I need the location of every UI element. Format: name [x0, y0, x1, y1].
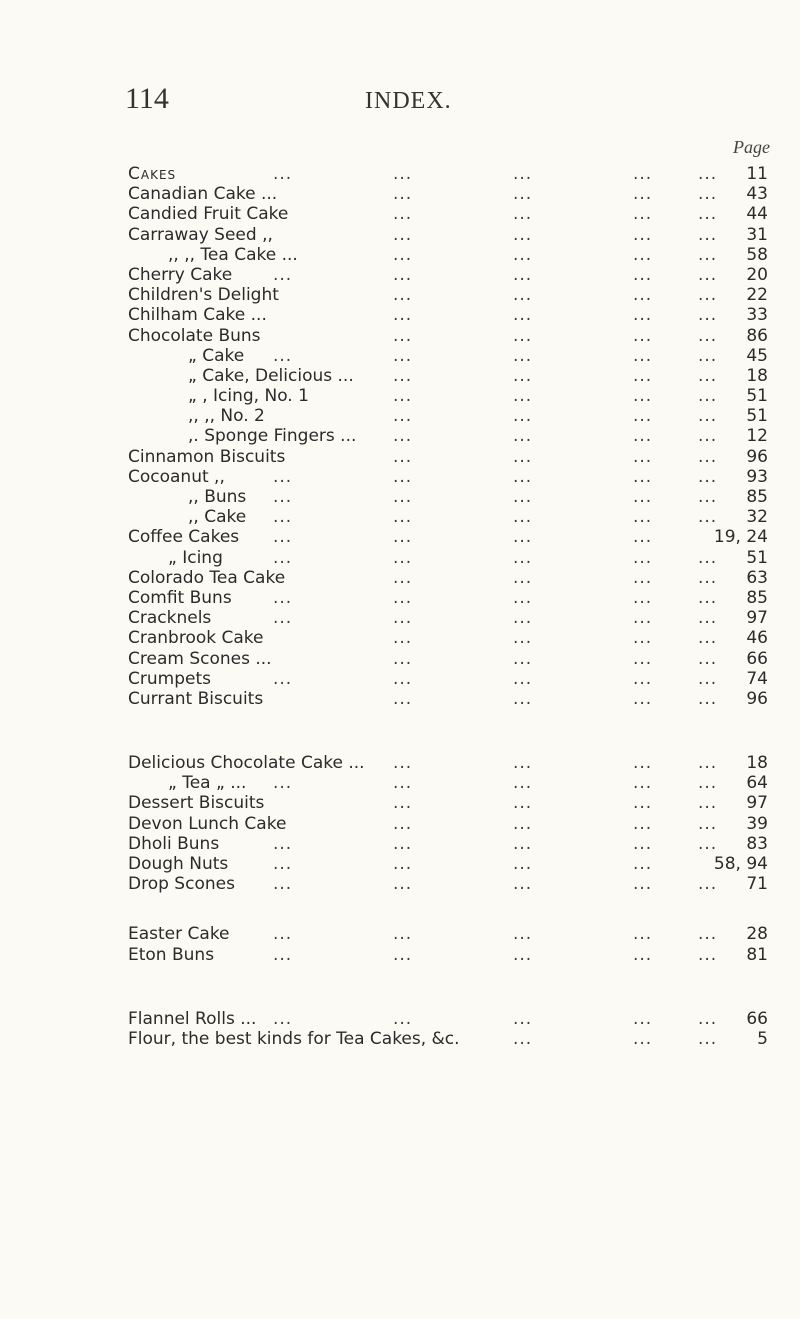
dot-leader: ... — [393, 426, 413, 447]
entry-page: 18 — [746, 753, 768, 774]
entry-page: 81 — [746, 944, 768, 965]
index-entry — [128, 245, 768, 265]
dot-leader: ... — [698, 365, 718, 386]
entry-page: 97 — [746, 608, 768, 629]
dot-leader: ... — [393, 813, 413, 834]
entry-label: Candied Fruit Cake — [128, 204, 289, 225]
entry-page: 20 — [746, 264, 768, 285]
index-entry — [128, 527, 768, 547]
dot-leader: ... — [273, 527, 293, 548]
dot-leader: ... — [633, 224, 653, 245]
dot-leader: ... — [698, 507, 718, 528]
dot-leader: ... — [633, 854, 653, 874]
dot-leader: ... — [633, 305, 653, 326]
dot-leader: ... — [273, 944, 293, 965]
dot-leader: ... — [273, 547, 293, 568]
index-entry — [128, 386, 768, 406]
dot-leader: ... — [633, 1028, 653, 1049]
dot-leader: ... — [633, 204, 653, 225]
dot-leader: ... — [393, 164, 413, 184]
index-entry — [128, 487, 768, 507]
entry-label: ,, ,, Tea Cake ... — [168, 244, 298, 265]
entry-label: „ Icing — [168, 547, 223, 568]
dot-leader: ... — [393, 527, 413, 548]
index-entry — [128, 346, 768, 366]
index-entry — [128, 924, 768, 944]
dot-leader: ... — [633, 164, 653, 184]
entry-page: 97 — [746, 793, 768, 814]
dot-leader: ... — [393, 608, 413, 629]
dot-leader: ... — [698, 648, 718, 669]
entry-label: „ Cake — [188, 345, 245, 366]
dot-leader: ... — [698, 305, 718, 326]
dot-leader: ... — [698, 793, 718, 814]
index-entry — [128, 285, 768, 305]
dot-leader: ... — [513, 587, 533, 608]
dot-leader: ... — [513, 668, 533, 689]
dot-leader: ... — [393, 854, 413, 874]
dot-leader: ... — [393, 924, 413, 945]
dot-leader: ... — [633, 874, 653, 895]
index-entry — [128, 669, 768, 689]
dot-leader: ... — [513, 264, 533, 285]
dot-leader: ... — [273, 587, 293, 608]
index-entry — [128, 793, 768, 813]
dot-leader: ... — [633, 184, 653, 205]
entry-label: Comfit Buns — [128, 587, 232, 608]
dot-leader: ... — [698, 587, 718, 608]
dot-leader: ... — [273, 608, 293, 629]
dot-leader: ... — [698, 1028, 718, 1049]
dot-leader: ... — [633, 793, 653, 814]
entry-page: 46 — [746, 628, 768, 649]
dot-leader: ... — [513, 608, 533, 629]
dot-leader: ... — [633, 406, 653, 427]
dot-leader: ... — [513, 386, 533, 407]
dot-leader: ... — [698, 426, 718, 447]
dot-leader: ... — [633, 924, 653, 945]
entry-page: 18 — [746, 365, 768, 386]
dot-leader: ... — [698, 446, 718, 467]
dot-leader: ... — [393, 365, 413, 386]
dot-leader: ... — [513, 487, 533, 507]
dot-leader: ... — [513, 244, 533, 265]
dot-leader: ... — [513, 305, 533, 326]
dot-leader: ... — [513, 833, 533, 854]
dot-leader: ... — [633, 487, 653, 507]
dot-leader: ... — [698, 833, 718, 854]
entry-page: 71 — [746, 874, 768, 895]
dot-leader: ... — [633, 466, 653, 487]
dot-leader: ... — [393, 773, 413, 794]
dot-leader: ... — [633, 386, 653, 407]
index-entry — [128, 406, 768, 426]
index-entry — [128, 305, 768, 325]
entry-label: Colorado Tea Cake — [128, 567, 286, 588]
dot-leader: ... — [513, 874, 533, 895]
dot-leader: ... — [393, 793, 413, 814]
dot-leader: ... — [633, 244, 653, 265]
entry-page: 93 — [746, 466, 768, 487]
dot-leader: ... — [698, 487, 718, 507]
entry-page: 64 — [746, 773, 768, 794]
dot-leader: ... — [633, 688, 653, 709]
entry-label: Dough Nuts — [128, 854, 229, 874]
dot-leader: ... — [393, 587, 413, 608]
dot-leader: ... — [273, 466, 293, 487]
dot-leader: ... — [513, 345, 533, 366]
dot-leader: ... — [513, 773, 533, 794]
index-entry — [128, 773, 768, 793]
entry-page: 66 — [746, 648, 768, 669]
dot-leader: ... — [513, 164, 533, 184]
entry-label: Dholi Buns — [128, 833, 220, 854]
index-entry — [128, 689, 768, 709]
dot-leader: ... — [393, 345, 413, 366]
entry-page: 85 — [746, 587, 768, 608]
entry-page: 39 — [746, 813, 768, 834]
dot-leader: ... — [513, 793, 533, 814]
dot-leader: ... — [698, 608, 718, 629]
entry-page: 51 — [746, 406, 768, 427]
dot-leader: ... — [513, 567, 533, 588]
dot-leader: ... — [698, 874, 718, 895]
dot-leader: ... — [393, 547, 413, 568]
entry-page: 58 — [746, 244, 768, 265]
entry-label: Coffee Cakes — [128, 527, 240, 548]
dot-leader: ... — [698, 386, 718, 407]
page-title: INDEX. — [365, 88, 452, 114]
dot-leader: ... — [633, 426, 653, 447]
entry-label: ,, Cake — [188, 507, 247, 528]
dot-leader: ... — [513, 325, 533, 346]
dot-leader: ... — [633, 668, 653, 689]
dot-leader: ... — [633, 547, 653, 568]
dot-leader: ... — [513, 466, 533, 487]
entry-label: Flannel Rolls ... — [128, 1008, 257, 1029]
entry-label: „ Cake, Delicious ... — [188, 365, 354, 386]
dot-leader: ... — [273, 164, 293, 184]
dot-leader: ... — [513, 854, 533, 874]
entry-page: 12 — [746, 426, 768, 447]
dot-leader: ... — [633, 628, 653, 649]
dot-leader: ... — [633, 1008, 653, 1029]
entry-label: Canadian Cake ... — [128, 184, 278, 205]
dot-leader: ... — [633, 345, 653, 366]
entry-page: 44 — [746, 204, 768, 225]
dot-leader: ... — [633, 773, 653, 794]
dot-leader: ... — [513, 224, 533, 245]
entry-label: Flour, the best kinds for Tea Cakes, &c. — [128, 1028, 460, 1049]
dot-leader: ... — [698, 224, 718, 245]
entry-label: Children's Delight — [128, 285, 279, 306]
dot-leader: ... — [633, 813, 653, 834]
dot-leader: ... — [698, 345, 718, 366]
dot-leader: ... — [698, 325, 718, 346]
entry-label: Easter Cake — [128, 924, 230, 945]
dot-leader: ... — [273, 874, 293, 895]
dot-leader: ... — [393, 648, 413, 669]
dot-leader: ... — [273, 833, 293, 854]
entry-page: 83 — [746, 833, 768, 854]
dot-leader: ... — [393, 833, 413, 854]
index-entry — [128, 204, 768, 224]
dot-leader: ... — [393, 668, 413, 689]
entry-label: Chilham Cake ... — [128, 305, 267, 326]
entry-page: 5 — [757, 1028, 768, 1049]
entry-page: 96 — [746, 688, 768, 709]
dot-leader: ... — [513, 365, 533, 386]
entry-label: Cherry Cake — [128, 264, 233, 285]
dot-leader: ... — [393, 305, 413, 326]
dot-leader: ... — [273, 487, 293, 507]
dot-leader: ... — [698, 813, 718, 834]
entry-page: 45 — [746, 345, 768, 366]
dot-leader: ... — [393, 874, 413, 895]
index-entry — [128, 426, 768, 446]
dot-leader: ... — [393, 944, 413, 965]
index-entry — [128, 467, 768, 487]
dot-leader: ... — [393, 386, 413, 407]
dot-leader: ... — [273, 924, 293, 945]
dot-leader: ... — [698, 668, 718, 689]
dot-leader: ... — [513, 527, 533, 548]
dot-leader: ... — [513, 547, 533, 568]
dot-leader: ... — [393, 567, 413, 588]
dot-leader: ... — [513, 628, 533, 649]
index-entry — [128, 814, 768, 834]
dot-leader: ... — [273, 507, 293, 528]
dot-leader: ... — [393, 244, 413, 265]
dot-leader: ... — [393, 406, 413, 427]
index-entry — [128, 834, 768, 854]
entry-label: Cakes — [128, 164, 177, 184]
dot-leader: ... — [513, 285, 533, 306]
index-entry — [128, 447, 768, 467]
dot-leader: ... — [698, 406, 718, 427]
index-entry — [128, 753, 768, 773]
dot-leader: ... — [698, 924, 718, 945]
entry-page: 74 — [746, 668, 768, 689]
dot-leader: ... — [698, 164, 718, 184]
dot-leader: ... — [393, 325, 413, 346]
entry-page: 51 — [746, 386, 768, 407]
dot-leader: ... — [273, 854, 293, 874]
entry-page: 63 — [746, 567, 768, 588]
index-entry — [128, 225, 768, 245]
entry-label: Carraway Seed ,, — [128, 224, 273, 245]
dot-leader: ... — [513, 184, 533, 205]
dot-leader: ... — [633, 446, 653, 467]
dot-leader: ... — [393, 753, 413, 774]
dot-leader: ... — [513, 426, 533, 447]
entry-label: Currant Biscuits — [128, 688, 264, 709]
index-entry — [128, 568, 768, 588]
dot-leader: ... — [633, 608, 653, 629]
dot-leader: ... — [513, 813, 533, 834]
dot-leader: ... — [698, 547, 718, 568]
index-entry — [128, 588, 768, 608]
dot-leader: ... — [633, 285, 653, 306]
dot-leader: ... — [633, 833, 653, 854]
entry-page: 31 — [746, 224, 768, 245]
dot-leader: ... — [633, 527, 653, 548]
entry-page: 22 — [746, 285, 768, 306]
dot-leader: ... — [698, 944, 718, 965]
entry-page: 28 — [746, 924, 768, 945]
dot-leader: ... — [513, 753, 533, 774]
dot-leader: ... — [513, 688, 533, 709]
entry-label: Chocolate Buns — [128, 325, 261, 346]
dot-leader: ... — [513, 924, 533, 945]
dot-leader: ... — [698, 773, 718, 794]
dot-leader: ... — [633, 753, 653, 774]
dot-leader: ... — [513, 507, 533, 528]
dot-leader: ... — [393, 688, 413, 709]
entry-label: Dessert Biscuits — [128, 793, 265, 814]
entry-page: 19, 24 — [713, 527, 768, 548]
dot-leader: ... — [698, 628, 718, 649]
index-list — [128, 164, 768, 1049]
index-entry — [128, 945, 768, 965]
dot-leader: ... — [393, 446, 413, 467]
dot-leader: ... — [393, 285, 413, 306]
dot-leader: ... — [513, 406, 533, 427]
index-entry — [128, 507, 768, 527]
page-column-header: Page — [733, 137, 770, 157]
dot-leader: ... — [273, 773, 293, 794]
dot-leader: ... — [633, 944, 653, 965]
entry-page: 51 — [746, 547, 768, 568]
entry-label: Cream Scones ... — [128, 648, 272, 669]
dot-leader: ... — [633, 587, 653, 608]
dot-leader: ... — [698, 244, 718, 265]
dot-leader: ... — [698, 753, 718, 774]
dot-leader: ... — [698, 567, 718, 588]
entry-label: Cracknels — [128, 608, 212, 629]
entry-page: 96 — [746, 446, 768, 467]
entry-label: „ Tea „ ... — [168, 773, 247, 794]
dot-leader: ... — [698, 184, 718, 205]
entry-page: 33 — [746, 305, 768, 326]
entry-label: Cocoanut ,, — [128, 466, 225, 487]
dot-leader: ... — [513, 1008, 533, 1029]
index-entry — [128, 854, 768, 874]
index-entry — [128, 265, 768, 285]
entry-page: 11 — [746, 164, 768, 184]
dot-leader: ... — [698, 204, 718, 225]
entry-page: 32 — [746, 507, 768, 528]
dot-leader: ... — [393, 1008, 413, 1029]
dot-leader: ... — [273, 345, 293, 366]
entry-page: 58, 94 — [713, 854, 768, 874]
dot-leader: ... — [513, 1028, 533, 1049]
dot-leader: ... — [393, 184, 413, 205]
dot-leader: ... — [393, 466, 413, 487]
dot-leader: ... — [393, 487, 413, 507]
index-entry — [128, 649, 768, 669]
index-entry — [128, 1029, 768, 1049]
entry-label: ,, Buns — [188, 487, 247, 507]
dot-leader: ... — [633, 567, 653, 588]
index-entry — [128, 326, 768, 346]
entry-page: 66 — [746, 1008, 768, 1029]
entry-label: Cranbrook Cake — [128, 628, 264, 649]
entry-label: Devon Lunch Cake — [128, 813, 287, 834]
entry-label: „ , Icing, No. 1 — [188, 386, 309, 407]
index-entry — [128, 874, 768, 894]
entry-label: Delicious Chocolate Cake ... — [128, 753, 365, 774]
dot-leader: ... — [513, 944, 533, 965]
dot-leader: ... — [698, 688, 718, 709]
dot-leader: ... — [633, 365, 653, 386]
dot-leader: ... — [513, 446, 533, 467]
index-entry — [128, 366, 768, 386]
index-entry — [128, 164, 768, 184]
index-entry — [128, 608, 768, 628]
entry-label: Cinnamon Biscuits — [128, 446, 286, 467]
dot-leader: ... — [633, 264, 653, 285]
entry-page: 86 — [746, 325, 768, 346]
dot-leader: ... — [633, 648, 653, 669]
index-entry — [128, 184, 768, 204]
dot-leader: ... — [633, 507, 653, 528]
page-number: 114 — [125, 82, 169, 115]
entry-label: ,, ,, No. 2 — [188, 406, 265, 427]
entry-page: 85 — [746, 487, 768, 507]
entry-page: 43 — [746, 184, 768, 205]
index-entry — [128, 548, 768, 568]
dot-leader: ... — [393, 507, 413, 528]
index-entry — [128, 1009, 768, 1029]
dot-leader: ... — [698, 264, 718, 285]
dot-leader: ... — [273, 264, 293, 285]
dot-leader: ... — [393, 204, 413, 225]
entry-label: Drop Scones — [128, 874, 235, 895]
entry-label: Eton Buns — [128, 944, 215, 965]
dot-leader: ... — [698, 285, 718, 306]
dot-leader: ... — [393, 264, 413, 285]
dot-leader: ... — [513, 648, 533, 669]
dot-leader: ... — [393, 224, 413, 245]
entry-label: ,. Sponge Fingers ... — [188, 426, 357, 447]
dot-leader: ... — [273, 1008, 293, 1029]
entry-label: Crumpets — [128, 668, 211, 689]
index-entry — [128, 628, 768, 648]
dot-leader: ... — [273, 668, 293, 689]
dot-leader: ... — [698, 466, 718, 487]
dot-leader: ... — [393, 628, 413, 649]
dot-leader: ... — [633, 325, 653, 346]
dot-leader: ... — [513, 204, 533, 225]
dot-leader: ... — [698, 1008, 718, 1029]
